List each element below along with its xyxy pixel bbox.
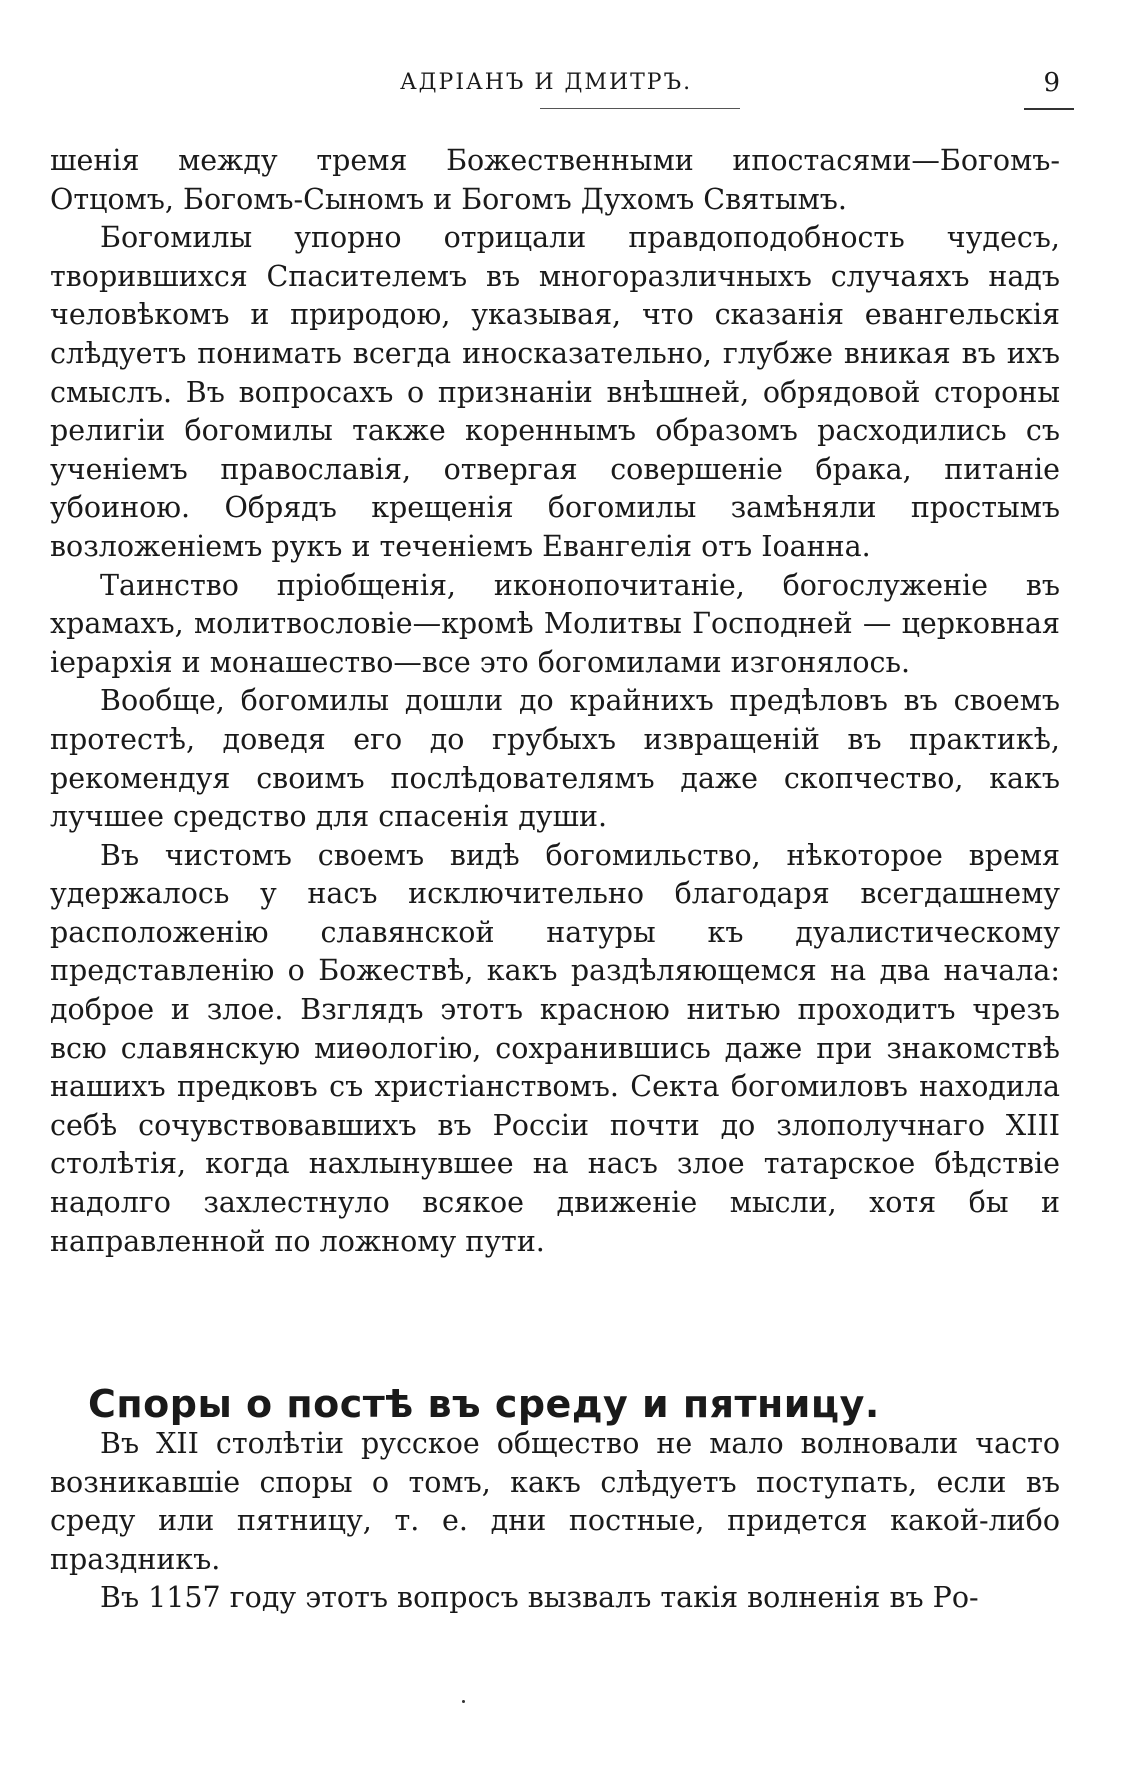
page-number: 9 [1043, 68, 1060, 98]
paragraph: Въ чистомъ своемъ видѣ богомильство, нѣкоторое время удержалось у насъ исключительно благодаря всегдашнему расположенію славянской натуры къ дуалистическому представленію о Божествѣ, какъ раздѣляющемся на два начала: доброе и злое. Взглядъ этотъ красною нитью проходитъ чрезъ всю славянскую миѳологію, сохранившись даже при знакомствѣ нашихъ предковъ съ христіанствомъ. Секта богомиловъ находила себѣ сочувствовавшихъ въ Россіи почти до злополучнаго XIII столѣтія, когда нахлынувшее на насъ злое татарское бѣдствіе надолго захлестнуло всякое движеніе мысли, хотя бы и направленной по ложному пути. [50, 838, 1060, 1258]
running-title-rule [540, 108, 740, 109]
running-head [50, 70, 1060, 110]
paragraph: Богомилы упорно отрицали правдоподобность чудесъ, творившихся Спасителемъ въ многоразличныхъ случаяхъ надъ человѣкомъ и природою, указывая, что сказанія евангельскія слѣдуетъ понимать всегда иносказательно, глубже вникая въ ихъ смыслъ. Въ вопросахъ о признаніи внѣшней, обрядовой стороны религіи богомилы также кореннымъ образомъ расходились съ ученіемъ православія, отвергая совершеніе брака, питаніе убоиною. Обрядъ крещенія богомилы замѣняли простымъ возложеніемъ рукъ и теченіемъ Евангелія отъ Іоанна. [50, 221, 1060, 563]
running-title: АДРІАНЪ И ДМИТРЪ. [400, 70, 693, 95]
page-number-rule [1024, 108, 1074, 110]
section-text [50, 1425, 1060, 1618]
body-text [50, 142, 1060, 1261]
paragraph-continuation: шенія между тремя Божественными ипостасями—Богомъ-Отцомъ, Богомъ-Сыномъ и Богомъ Духомъ Святымъ. [50, 144, 1060, 216]
paragraph: Вообще, богомилы дошли до крайнихъ предѣловъ въ своемъ протестѣ, доведя его до грубыхъ извращеній въ практикѣ, рекомендуя своимъ послѣдователямъ даже скопчество, какъ лучшее средство для спасенія души. [50, 684, 1060, 834]
section-heading: Споры о постѣ въ среду и пятницу. [88, 1381, 880, 1426]
section-paragraph: Въ XII столѣтіи русское общество не мало волновали часто возникавшіе споры о томъ, какъ слѣдуетъ поступать, если въ среду или пятницу, т. е. дни постные, придется какой-либо праздникъ. [50, 1427, 1060, 1576]
section-paragraph: Въ 1157 году этотъ вопросъ вызвалъ такія волненія въ Ро- [100, 1581, 979, 1615]
print-speck [462, 1700, 465, 1703]
paragraph: Таинство пріобщенія, иконопочитаніе, богослуженіе въ храмахъ, молитвословіе—кромѣ Молитвы Господней — церковная іерархія и монашество—все это богомилами изгонялось. [50, 568, 1060, 679]
book-page [50, 0, 1060, 1777]
